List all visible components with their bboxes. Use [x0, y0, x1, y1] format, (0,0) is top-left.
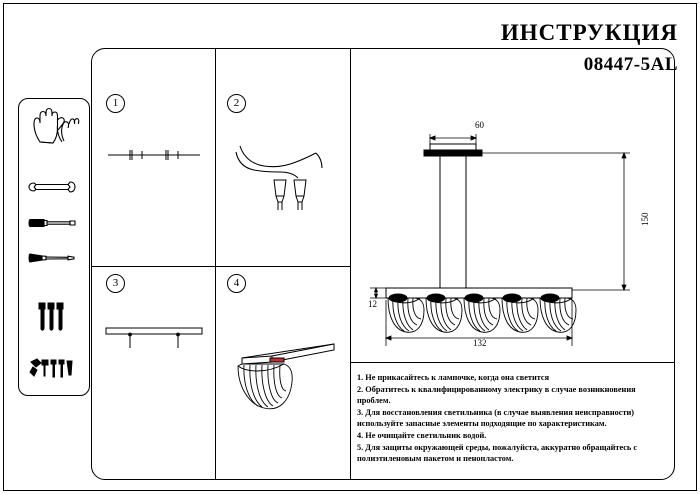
note-line: 2. Обратитесь к квалифицированному электрику в случае возникновения проблем. [357, 384, 636, 406]
wall-plugs-icon [34, 300, 72, 332]
step3-illustration [100, 318, 210, 352]
divider-v1 [215, 49, 216, 479]
safety-notes [357, 372, 657, 465]
wrench-icon [28, 178, 76, 196]
note-line: используйте запасные элементы подходящие по характеристикам. [357, 419, 607, 429]
model-number: 08447-5AL [583, 54, 678, 75]
step4-illustration [226, 338, 346, 418]
dimension-drop-height: 150 [640, 212, 650, 226]
divider-h1 [92, 266, 350, 267]
gloves-icon [26, 104, 82, 148]
note-line: полиэтиленовым пакетом и пенопластом. [357, 454, 514, 464]
dimension-body-height: 12 [368, 299, 377, 309]
step-number-1: 1 [106, 94, 125, 113]
note-line: 1. Не прикасайтесь к лампочке, когда она светится [357, 373, 550, 382]
note-line: 5. Для защиты окружающей среды, пожалуйста, аккуратно обращайтесь с [357, 442, 638, 452]
step-number-2: 2 [227, 94, 246, 113]
divider-h2 [350, 362, 675, 363]
fasteners-icon [28, 356, 76, 386]
screwdriver-flat-icon [28, 215, 76, 231]
step1-illustration [104, 140, 204, 170]
step-number-4: 4 [227, 274, 246, 293]
dimension-body-width: 132 [473, 338, 487, 348]
step2-illustration [228, 140, 338, 225]
screwdriver-phillips-icon [28, 250, 76, 266]
note-line: 4. Не очищайте светильник водой. [357, 430, 487, 440]
product-illustration [358, 108, 658, 358]
step-number-3: 3 [106, 274, 125, 293]
divider-v2 [350, 49, 351, 479]
note-line: 3. Для восстановления светильника (в случае выявления неисправности) [357, 407, 635, 417]
page-title: ИНСТРУКЦИЯ [500, 20, 678, 45]
dimension-top-width: 60 [475, 120, 484, 130]
